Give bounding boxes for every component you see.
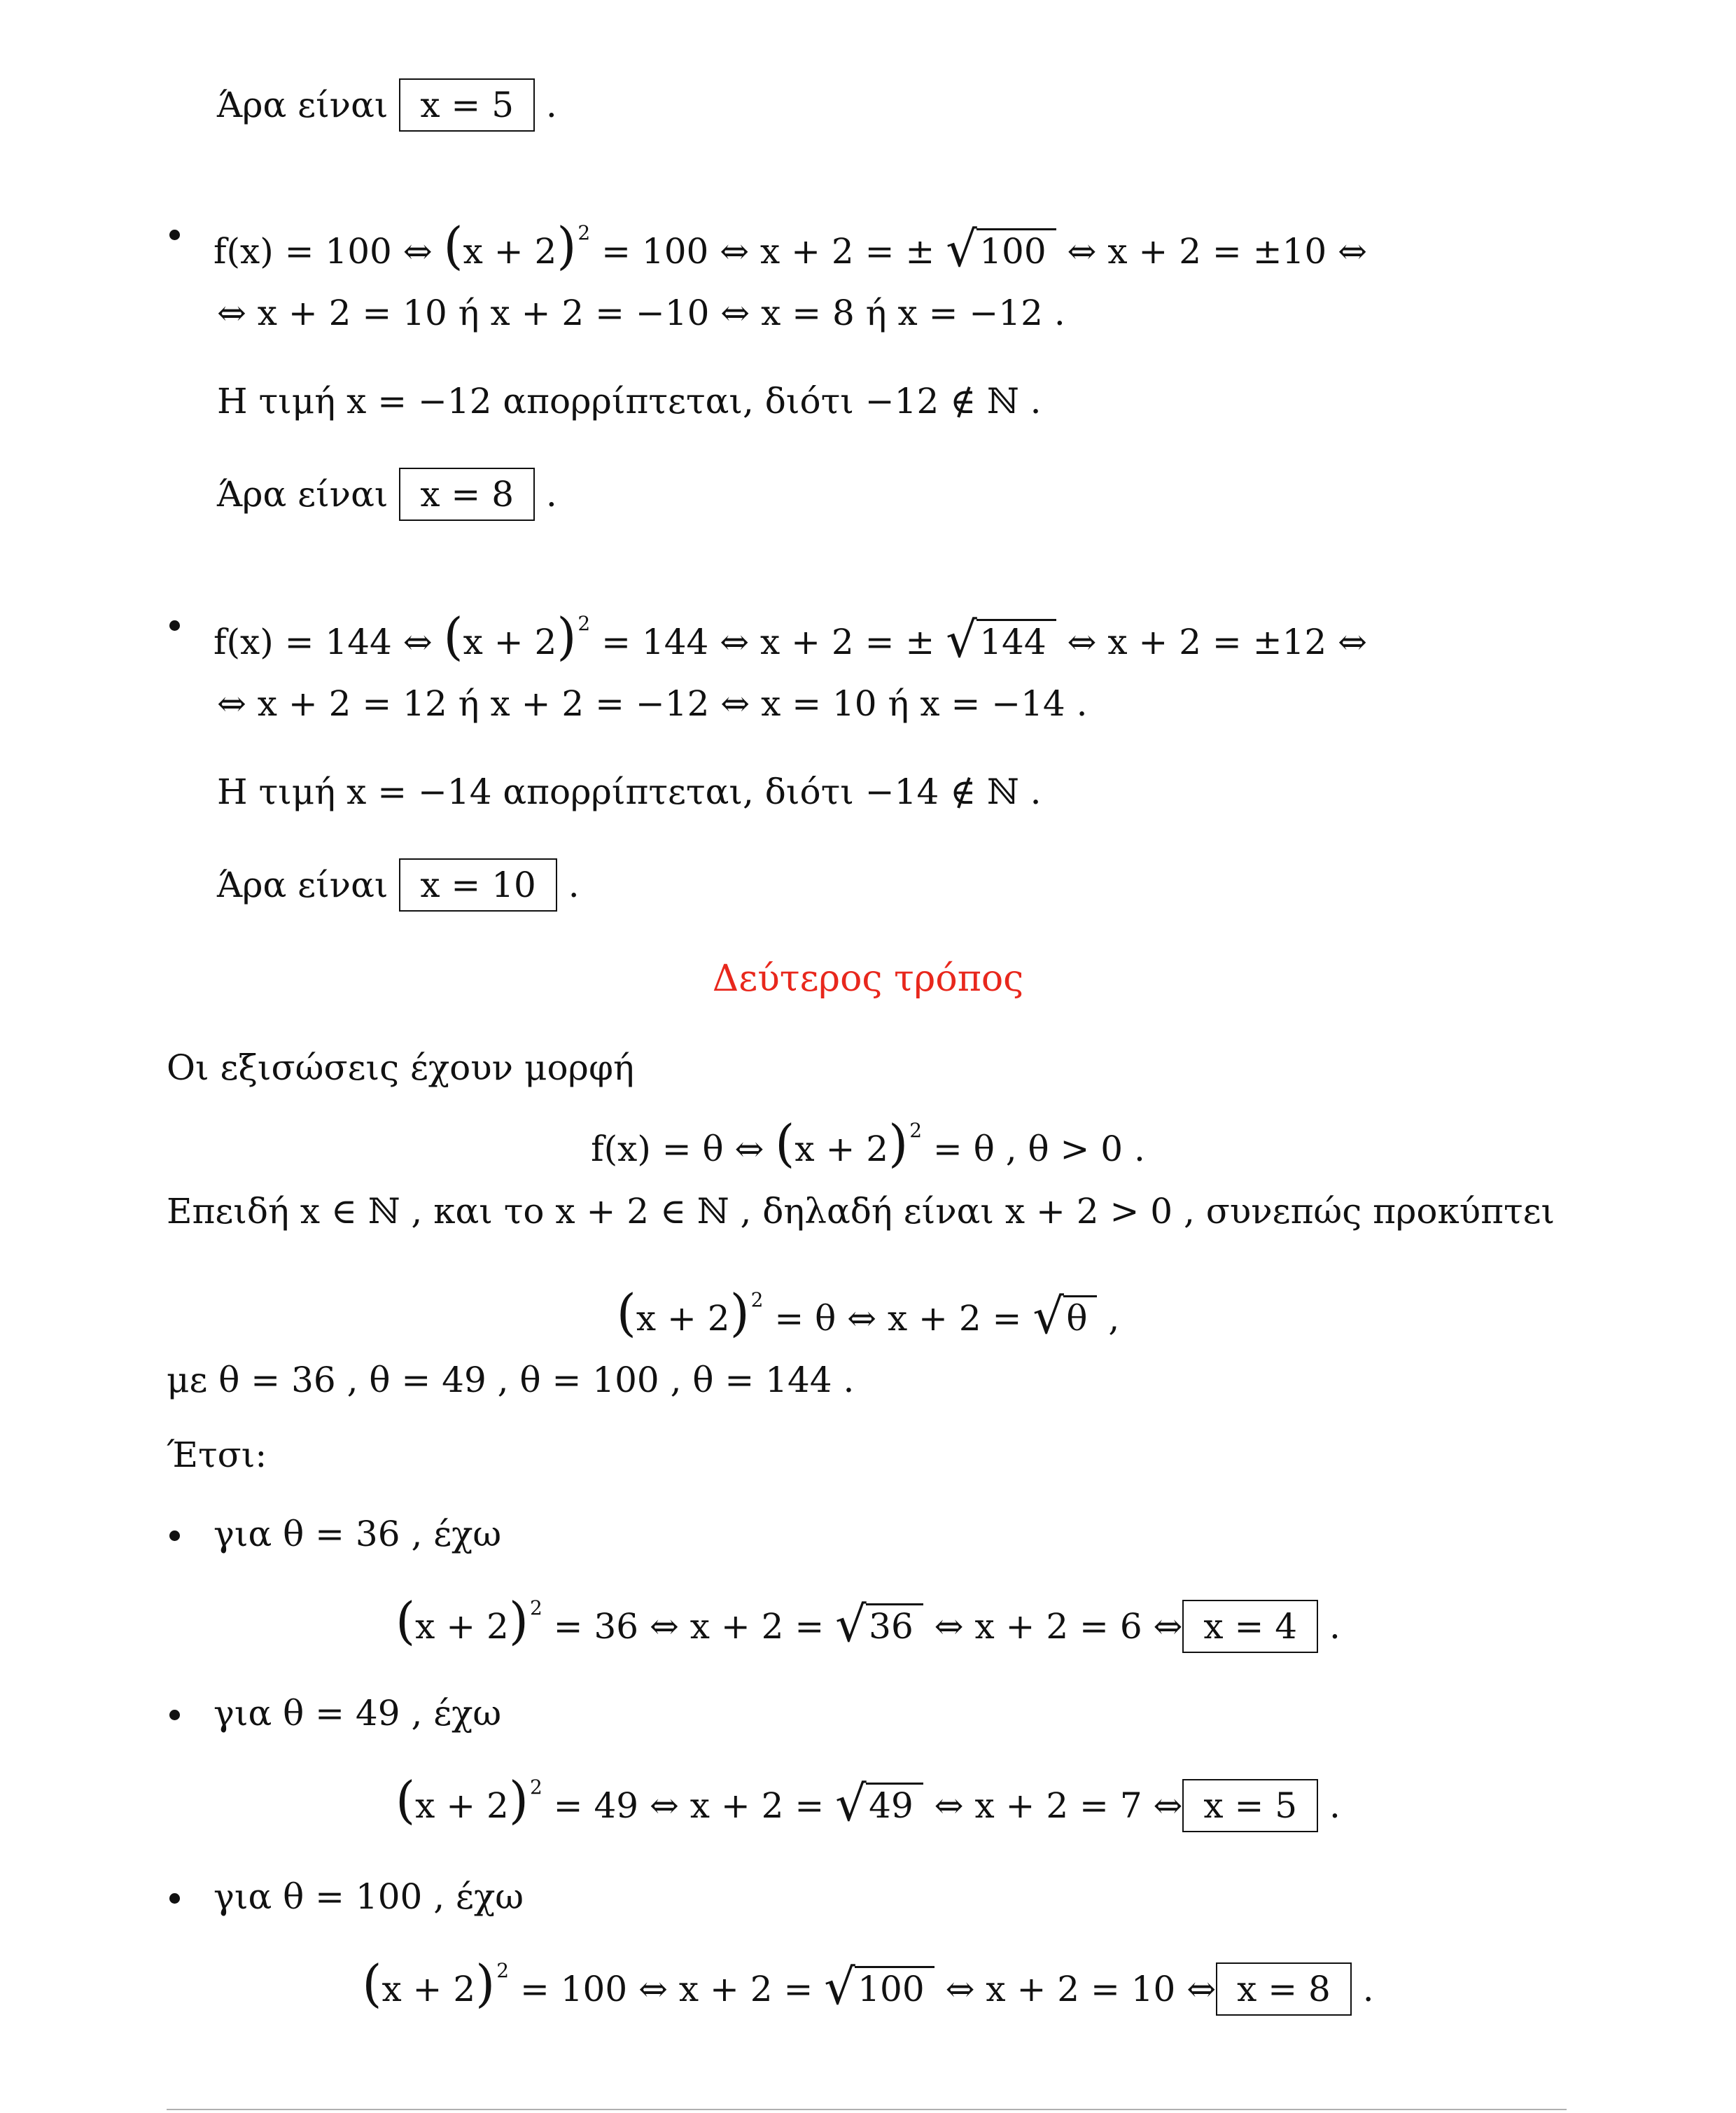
boxed-answer: x = 10 (399, 858, 557, 912)
boxed-answer: x = 8 (399, 468, 535, 521)
intro-text: Οι εξισώσεις έχουν μορφή (167, 1047, 634, 1088)
case-equation: $(x + 2)^2 = 49$ ⇔ x + 2 = √ 49 ⇔ x + 2 = 7 ⇔ x = 5 . (396, 1771, 1340, 1832)
general-equation: f(x) = θ ⇔ $(x + 2)^2 = \theta$ , θ > 0 . (591, 1114, 1145, 1173)
conclusion-x10: Άρα είναι x = 10 . (217, 858, 580, 912)
root-equation: $(x + 2)^2 = \theta$ ⇔ x + 2 = √ θ , (616, 1283, 1120, 1345)
square-root: √ 100 (946, 227, 1056, 276)
boxed-answer: x = 5 (399, 78, 535, 132)
square-root: √ 100 (824, 1965, 934, 2014)
square-root: √ θ (1032, 1294, 1097, 1343)
section-heading: Δεύτερος τρόπος (712, 958, 1024, 1000)
boxed-answer: x = 5 (1182, 1779, 1318, 1832)
conclusion-x5: Άρα είναι x = 5 . (217, 78, 557, 132)
case-equation: $(x + 2)^2 = 100$ ⇔ x + 2 = √ 100 ⇔ x + 2 = 10 ⇔ x = 8 . (362, 1954, 1374, 2016)
case-equation: $(x + 2)^2 = 36$ ⇔ x + 2 = √ 36 ⇔ x + 2 = 6 ⇔ x = 4 . (396, 1591, 1340, 1653)
rejection-line: Η τιμή x = −14 απορρίπτεται, διότι −14 ∉ ℕ . (217, 772, 1042, 812)
equation-line: ⇔ x + 2 = 12 ή x + 2 = −12 ⇔ x = 10 ή x = −14 . (217, 683, 1088, 724)
theta-values: με θ = 36 , θ = 49 , θ = 100 , θ = 144 . (167, 1360, 855, 1400)
bullet (169, 1530, 180, 1541)
case-label: για θ = 100 , έχω (214, 1876, 524, 1917)
equation-f-100: f(x) = 100 ⇔ $(x + 2)^2 = 100$ ⇔ x + 2 = ± √ 100 ⇔ x + 2 = ±10 ⇔ (214, 216, 1368, 278)
square-root: √ 144 (946, 618, 1056, 667)
bullet (169, 1710, 180, 1720)
square-root: √ 36 (835, 1602, 923, 1651)
footer-rule (167, 2109, 1567, 2110)
equation-f-144: f(x) = 144 ⇔ $(x + 2)^2 = 144$ ⇔ x + 2 = ± √ 144 ⇔ x + 2 = ±12 ⇔ (214, 607, 1368, 669)
bullet (169, 1893, 180, 1904)
equation-line: ⇔ x + 2 = 10 ή x + 2 = −10 ⇔ x = 8 ή x = −12 . (217, 293, 1065, 333)
rejection-line: Η τιμή x = −12 απορρίπτεται, διότι −12 ∉ ℕ . (217, 381, 1042, 421)
square-root: √ 49 (835, 1781, 923, 1830)
case-label: για θ = 49 , έχω (214, 1693, 502, 1734)
conclusion-x8: Άρα είναι x = 8 . (217, 468, 557, 521)
bullet (169, 230, 180, 240)
since-text: Επειδή x ∈ ℕ , και το x + 2 ∈ ℕ , δηλαδή είναι x + 2 > 0 , συνεπώς προκύπτει (167, 1191, 1555, 1232)
boxed-answer: x = 4 (1182, 1600, 1318, 1653)
boxed-answer: x = 8 (1216, 1962, 1352, 2016)
bullet (169, 620, 180, 631)
case-label: για θ = 36 , έχω (214, 1514, 502, 1554)
so-text: Έτσι: (167, 1435, 267, 1475)
